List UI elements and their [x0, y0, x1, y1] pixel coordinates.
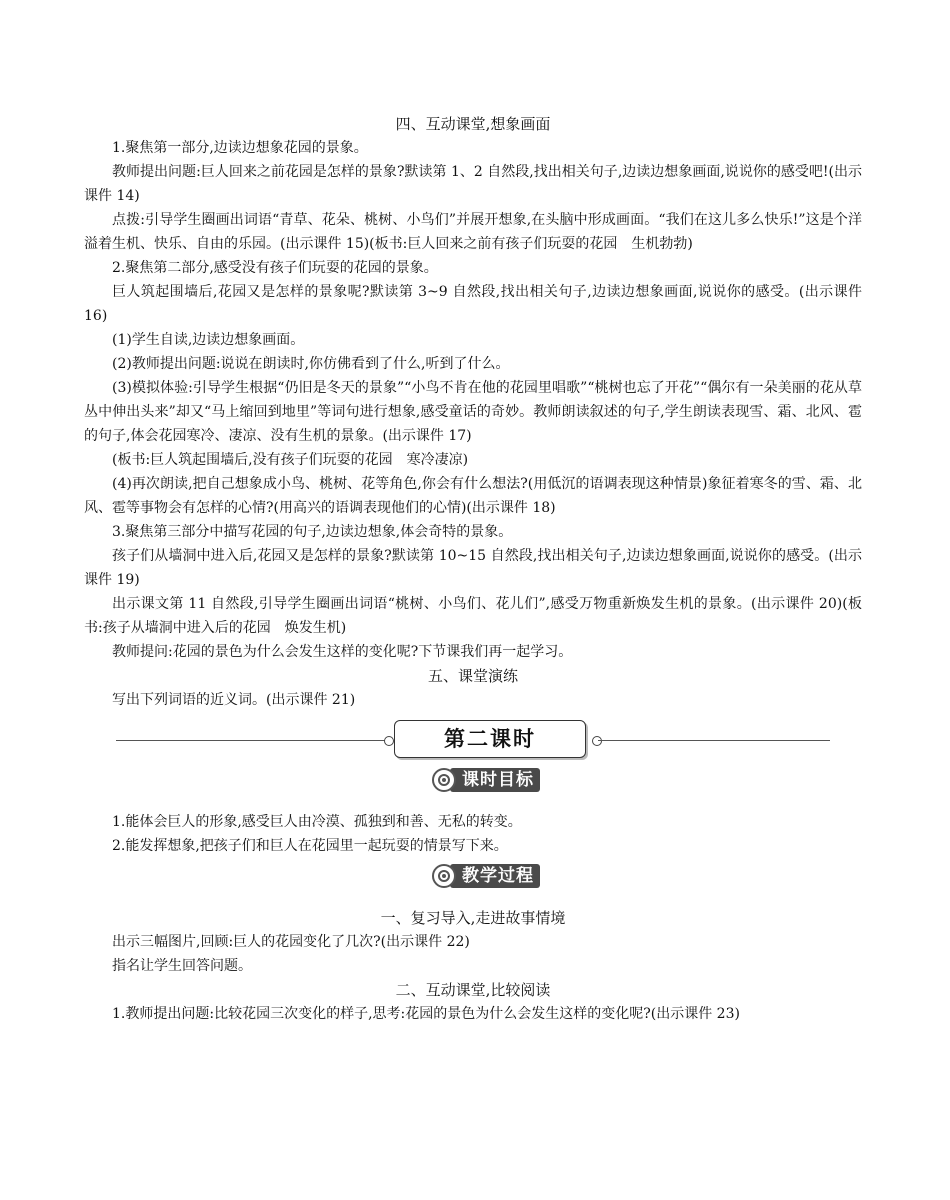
paragraph: 教师提问:花园的景色为什么会发生这样的变化呢?下节课我们再一起学习。	[112, 644, 573, 660]
paragraph: 1.聚焦第一部分,边读边想象花园的景象。	[112, 140, 368, 156]
goal-item: 1.能体会巨人的形象,感受巨人由冷漠、孤独到和善、无私的转变。	[112, 814, 522, 830]
goals-tag-label: 课时目标	[450, 768, 540, 792]
target-icon	[432, 768, 456, 792]
paragraph: (3)模拟体验:引导学生根据“仍旧是冬天的景象”“小鸟不肯在他的花园里唱歌”“桃树也忘了开花”“偶尔有一朵美丽的花从草丛中伸出头来”却又“马上缩回到地里”等词句进行想象,感受童话的奇妙。教师朗读叙述的句子,学生朗读表现雪、霜、北风、雹的句子,体会花园寒冷、凄凉、没有生机的景象。(出示课件 17)	[84, 380, 862, 444]
paragraph: (板书:巨人筑起围墙后,没有孩子们玩耍的花园 寒冷凄凉)	[112, 452, 469, 468]
lesson-banner	[84, 718, 862, 762]
paragraph: 指名让学生回答问题。	[112, 958, 252, 974]
lesson-title: 第二课时	[394, 720, 586, 758]
paragraph: (2)教师提出问题:说说在朗读时,你仿佛看到了什么,听到了什么。	[112, 356, 510, 372]
banner-rule-left	[116, 740, 388, 741]
paragraph: 写出下列词语的近义词。(出示课件 21)	[112, 692, 356, 708]
process-tag	[84, 862, 862, 892]
banner-rule-right	[598, 740, 830, 741]
paragraph: 出示三幅图片,回顾:巨人的花园变化了几次?(出示课件 22)	[112, 934, 470, 950]
paragraph: 3.聚焦第三部分中描写花园的句子,边读边想象,体会奇特的景象。	[112, 524, 513, 540]
paragraph: (4)再次朗读,把自己想象成小鸟、桃树、花等角色,你会有什么想法?(用低沉的语调表现这种情景)象征着寒冬的雪、霜、北风、雹等事物会有怎样的心情?(用高兴的语调表现他们的心情)(出示课件 18)	[84, 476, 862, 516]
process-tag-label: 教学过程	[450, 864, 540, 888]
goals-tag	[84, 766, 862, 796]
paragraph: 教师提出问题:巨人回来之前花园是怎样的景象?默读第 1、2 自然段,找出相关句子,边读边想象画面,说说你的感受吧!(出示课件 14)	[84, 164, 862, 204]
paragraph: 出示课文第 11 自然段,引导学生圈画出词语“桃树、小鸟们、花儿们”,感受万物重新焕发生机的景象。(出示课件 20)(板书:孩子从墙洞中进入后的花园 焕发生机)	[84, 596, 862, 636]
paragraph: 点拨:引导学生圈画出词语“青草、花朵、桃树、小鸟们”并展开想象,在头脑中形成画面。“我们在这儿多么快乐!”这是个洋溢着生机、快乐、自由的乐园。(出示课件 15)(板书:巨人回来之前有孩子们玩耍的花园 生机勃勃)	[84, 212, 862, 252]
paragraph: (1)学生自读,边读边想象画面。	[112, 332, 305, 348]
banner-dot-right	[592, 736, 602, 746]
section-heading-interactive-imagination: 四、互动课堂,想象画面	[395, 115, 551, 133]
section-heading-review: 一、复习导入,走进故事情境	[380, 909, 566, 927]
section-heading-classroom-practice: 五、课堂演练	[427, 667, 518, 685]
paragraph: 孩子们从墙洞中进入后,花园又是怎样的景象?默读第 10~15 自然段,找出相关句子,边读边想象画面,说说你的感受。(出示课件 19)	[84, 548, 862, 588]
target-icon	[432, 864, 456, 888]
document-page	[84, 112, 862, 1026]
section-heading-comparative-reading: 二、互动课堂,比较阅读	[395, 981, 551, 999]
paragraph: 2.聚焦第二部分,感受没有孩子们玩耍的花园的景象。	[112, 260, 438, 276]
paragraph: 巨人筑起围墙后,花园又是怎样的景象呢?默读第 3~9 自然段,找出相关句子,边读边想象画面,说说你的感受。(出示课件 16)	[84, 284, 862, 324]
goal-item: 2.能发挥想象,把孩子们和巨人在花园里一起玩耍的情景写下来。	[112, 838, 508, 854]
paragraph: 1.教师提出问题:比较花园三次变化的样子,思考:花园的景色为什么会发生这样的变化呢?(出示课件 23)	[112, 1006, 740, 1022]
banner-dot-left	[384, 736, 394, 746]
